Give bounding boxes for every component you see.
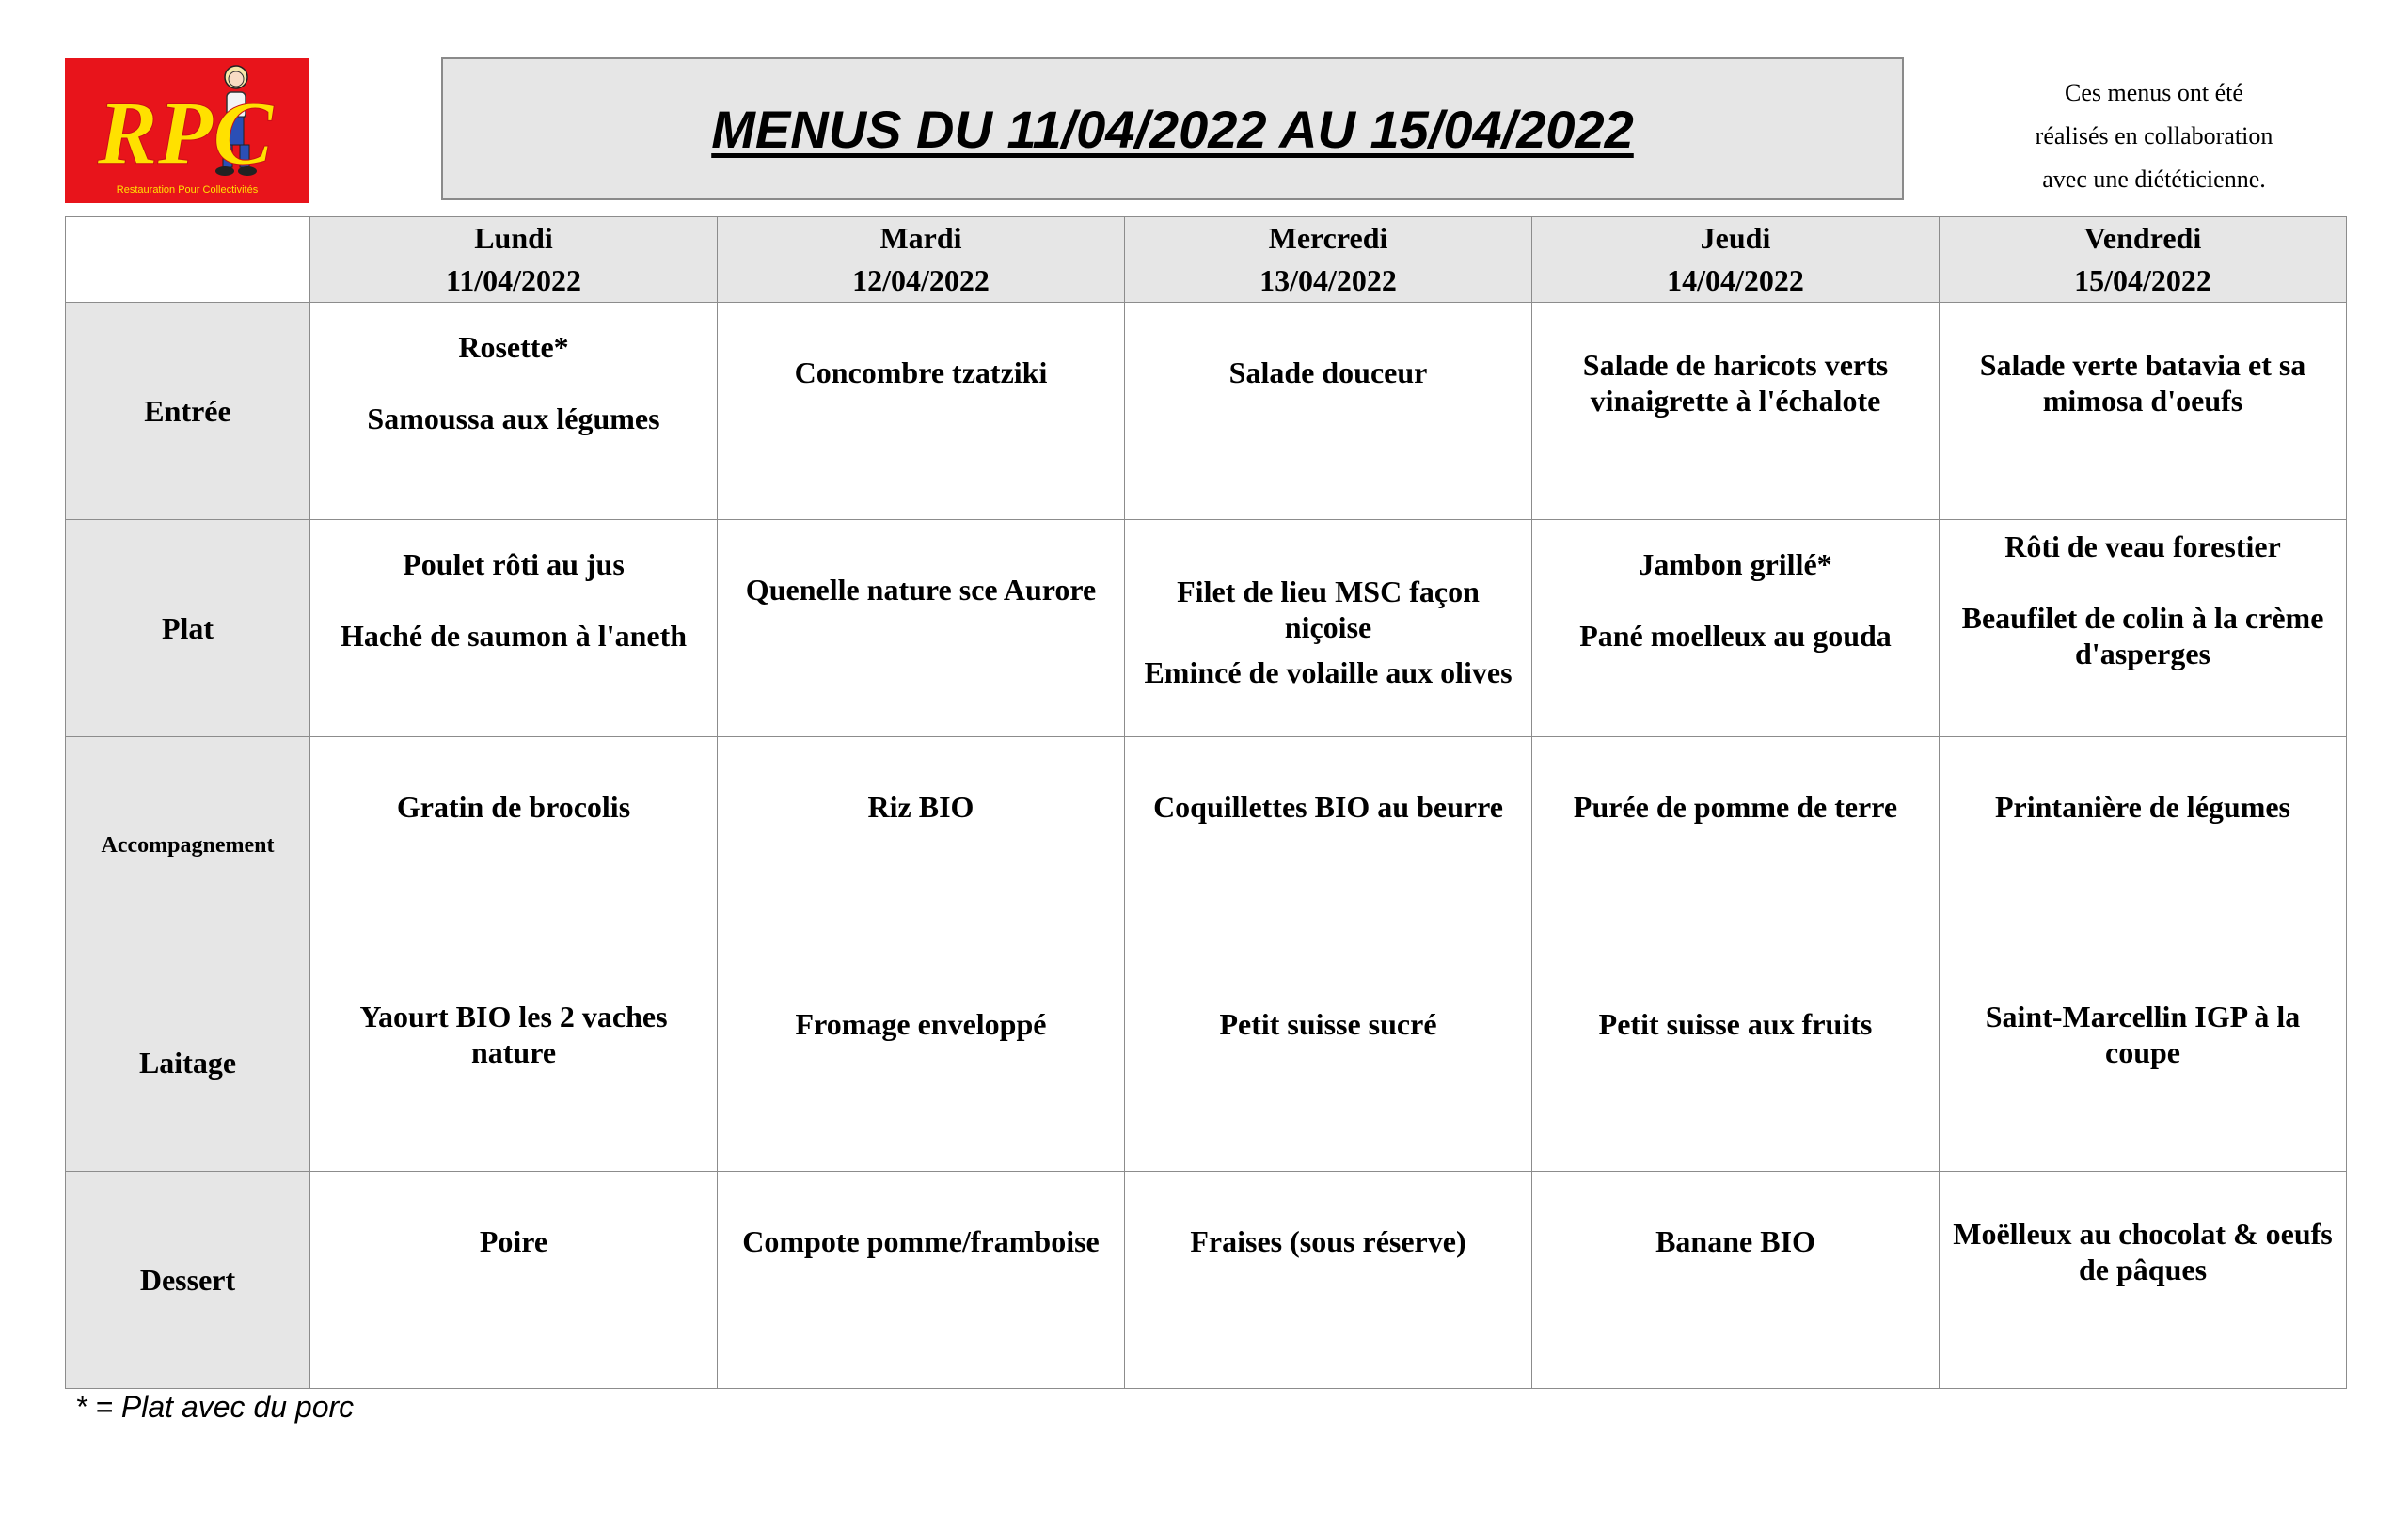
row-label: Laitage (66, 954, 310, 1172)
note-line: Ces menus ont été (2065, 79, 2243, 106)
menu-row-entree (66, 303, 2347, 520)
menu-cell (1940, 954, 2347, 1172)
dish: Purée de pomme de terre (1573, 790, 1898, 824)
menu-cell (718, 737, 1125, 954)
menu-row-accompagnement (66, 737, 2347, 954)
day-header (1125, 217, 1532, 303)
menu-cell (1125, 1172, 1532, 1389)
menu-cell (718, 520, 1125, 737)
menu-cell (310, 954, 718, 1172)
dish: Poulet rôti au jus (403, 547, 625, 581)
day-header (1532, 217, 1940, 303)
corner-cell (66, 217, 310, 303)
day-header-row (66, 217, 2347, 303)
day-date: 12/04/2022 (852, 263, 990, 297)
page-title: MENUS DU 11/04/2022 AU 15/04/2022 (711, 99, 1634, 159)
menu-cell (1532, 737, 1940, 954)
day-date: 13/04/2022 (1259, 263, 1397, 297)
day-date: 11/04/2022 (445, 263, 581, 297)
dish: Saint-Marcellin IGP à la coupe (1985, 1000, 2301, 1069)
dish: Concombre tzatziki (794, 355, 1048, 389)
menu-cell (1125, 520, 1532, 737)
dish: Compote pomme/framboise (742, 1224, 1100, 1258)
dish: Pané moelleux au gouda (1579, 619, 1892, 653)
menu-table (65, 216, 2347, 1389)
dish: Rosette* (458, 330, 569, 364)
day-date: 14/04/2022 (1667, 263, 1804, 297)
menu-cell (1125, 737, 1532, 954)
day-name: Lundi (474, 221, 553, 255)
dish: Filet de lieu MSC façon niçoise (1177, 575, 1480, 644)
menu-cell (1532, 303, 1940, 520)
row-label: Dessert (66, 1172, 310, 1389)
menu-cell (1940, 303, 2347, 520)
day-name: Jeudi (1700, 221, 1771, 255)
dish: Haché de saumon à l'aneth (340, 619, 688, 653)
dish: Printanière de légumes (1994, 790, 2290, 824)
dish: Petit suisse aux fruits (1598, 1007, 1873, 1041)
dish: Gratin de brocolis (396, 790, 631, 824)
menu-cell (310, 303, 718, 520)
menu-row-laitage (66, 954, 2347, 1172)
menu-cell (718, 954, 1125, 1172)
day-header (718, 217, 1125, 303)
dish: Samoussa aux légumes (367, 402, 660, 435)
day-name: Mardi (879, 221, 962, 255)
menu-cell (1125, 954, 1532, 1172)
row-label: Plat (66, 520, 310, 737)
menu-cell (310, 520, 718, 737)
dietitian-note (1938, 71, 2370, 201)
rpc-logo-graphic (65, 58, 309, 203)
menu-cell (1940, 737, 2347, 954)
menu-cell (718, 303, 1125, 520)
dish: Coquillettes BIO au beurre (1153, 790, 1503, 824)
menu-cell (1532, 1172, 1940, 1389)
row-label: Entrée (66, 303, 310, 520)
logo-tagline: Restauration Pour Collectivités (116, 184, 259, 196)
note-line: réalisés en collaboration (2035, 122, 2273, 150)
dish: Salade verte batavia et sa mimosa d'oeufs (1979, 348, 2306, 418)
dish: Petit suisse sucré (1219, 1007, 1437, 1041)
menu-cell (1532, 520, 1940, 737)
day-date: 15/04/2022 (2074, 263, 2211, 297)
row-label: Accompagnement (66, 737, 310, 954)
day-name: Mercredi (1268, 221, 1388, 255)
dish: Rôti de veau forestier (2004, 529, 2281, 563)
dish: Moëlleux au chocolat & oeufs de pâques (1953, 1217, 2333, 1286)
dish: Banane BIO (1656, 1224, 1815, 1258)
menu-cell (718, 1172, 1125, 1389)
dish: Emincé de volaille aux olives (1144, 655, 1513, 689)
menu-cell (1125, 303, 1532, 520)
logo-letters: RPC (97, 83, 274, 183)
note-line: avec une diététicienne. (2042, 166, 2266, 193)
menu-cell (1940, 1172, 2347, 1389)
menu-cell (1940, 520, 2347, 737)
dish: Fromage enveloppé (795, 1007, 1047, 1041)
menu-cell (310, 1172, 718, 1389)
dish: Poire (479, 1224, 548, 1258)
menu-cell (310, 737, 718, 954)
menu-row-dessert (66, 1172, 2347, 1389)
dish: Jambon grillé* (1639, 547, 1832, 581)
dish: Salade de haricots verts vinaigrette à l'échalote (1582, 348, 1889, 418)
dish: Yaourt BIO les 2 vaches nature (359, 1000, 668, 1069)
day-header (1940, 217, 2347, 303)
menu-row-plat (66, 520, 2347, 737)
menu-cell (1532, 954, 1940, 1172)
title-box (441, 57, 1904, 200)
day-name: Vendredi (2083, 221, 2202, 255)
rpc-logo (65, 58, 309, 203)
dish: Beaufilet de colin à la crème d'asperges (1961, 601, 2324, 670)
day-header (310, 217, 718, 303)
dish: Fraises (sous réserve) (1190, 1224, 1466, 1258)
dish: Quenelle nature sce Aurore (745, 573, 1097, 607)
dish: Salade douceur (1228, 355, 1428, 389)
footnote: * = Plat avec du porc (75, 1390, 355, 1424)
dish: Riz BIO (867, 790, 974, 824)
